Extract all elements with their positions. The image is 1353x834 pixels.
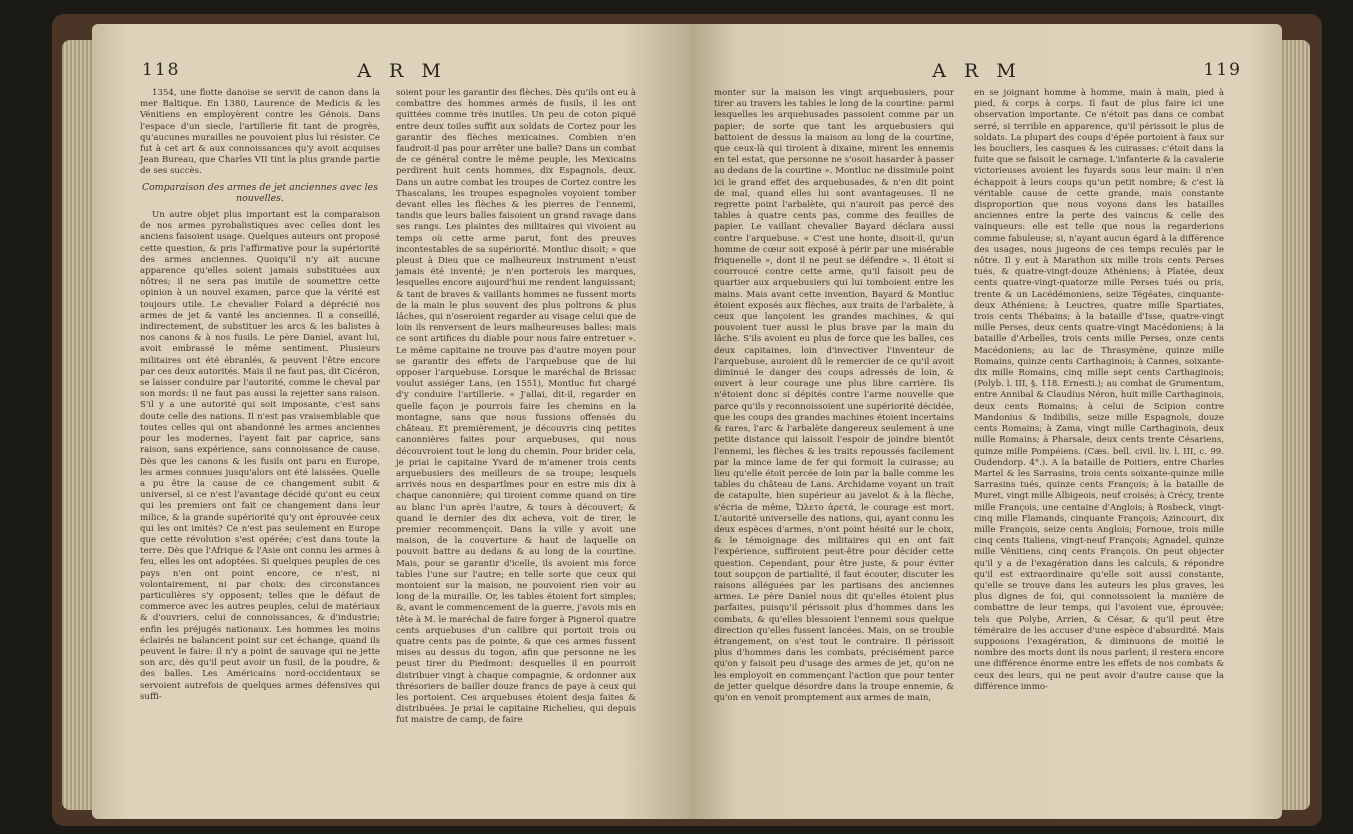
right-page-header [712, 60, 1242, 86]
right-page [692, 24, 1282, 819]
right-column-2 [974, 88, 1224, 695]
left-running-head: A R M [357, 60, 447, 82]
intro-paragraph: 1354, une flotte danoise se servit de canon dans la mer Baltique. En 1380, Laurence de Medicis & les Vénitiens en employèrent contre les Génois. Dans l'espace d'un siecle, l'artillerie fit tant de progrès, qu'aucunes murailles ne pouvoient plus lui résister. Ce fut à cet art & aux connoissances qu'y avoit acquises Jean Bureau, que Charles VII tint la plus grande partie de ses succès. [140, 88, 380, 177]
body-paragraph: monter sur la maison les vingt arquebusiers, pour tirer au travers les tables le long de la courtine: parmi lesquelles les arquebusades passoient comme par un papier; de sorte que tant les arquebusiers qui battoient de dessus la maison au long de la courtine, que ceux-là qui tiroient à dixaine, mirent les ennemis en tel estat, que personne ne s'osoit hasarder à passer au dedans de la courtine ». Montluc ne dissimule point ici le grand effet des arquebusades, & n'en dit point de mal, quand elles lui sont avantageuses. Il ne regrette point l'arbalète, qui n'auroit pas percé des tables à quatre cents pas, comme des feuilles de papier. Le vaillant chevalier Bayard déclara aussi contre l'arquebuse. « C'est une honte, disoit-il, qu'un homme de cœur soit exposé à périr par une misérable friquenelle », dont il ne peut se défendre ». Il étoit si courroucé contre cette arme, qu'il faisoit peu de quartier aux arquebusiers qui lui tomboient entre les mains. Mais avant cette invention, Bayard & Montluc étoient exposés aux flèches, aux traits de l'arbalète, à ceux que lançoient les grandes machines, & qui pouvoient tuer aussi le plus brave par la main du lâche. S'ils avoient eu plus de force que les balles, ces deux capitaines, loin d'invectiver l'inventeur de l'arquebuse, auroient dû le remercier de ce qu'il avoit diminué le danger des coups adressés de loin, & ouvert à leur courage une plus libre carrière. Ils n'étoient donc si dépités contre l'arme nouvelle que parce qu'ils y reconnoissoient une supériorité décidée, que les coups des grandes machines étoient incertains & rares, l'arc & l'arbalète dangereux seulement à une petite distance qui laissoit l'espoir de joindre bientôt l'ennemi, les flèches & les traits repoussés facilement par la mince lame de fer qui formoit la cuirasse; au lieu qu'elle étoit percée de loin par la balle comme les tables du château de Lans. Archidame voyant un trait de catapulte, bien supérieur au javelot & à la flèche, s'écria de même, Ὤλετο ἀρετά, le courage est mort. L'autorité universelle des nations, qui, ayant connu les deux espèces d'armes, n'ont point hésité sur le choix, & le témoignage des militaires qui en ont fait l'expérience, suffiroient peut-être pour décider cette question. Cependant, pour être juste, & pour éviter tout soupçon de partialité, il faut écouter, discuter les raisons alléguées par les partisans des anciennes armes. Le père Daniel nous dit qu'elles étoient plus parfaites, puisqu'il périssoit plus d'hommes dans les combats, & qu'elles blessoient l'ennemi sous quelque direction qu'elles fussent lancées. Mais, on se trouble étrangement, on s'est tout le contraire. Il périssoit plus d'hommes dans les combats, précisément parce qu'on y faisoit peu d'usage des armes de jet, qu'on ne les employoit en commençant l'action que pour tenter de jetter quelque désordre dans la troupe ennemie, & qu'on en venoit promptement aux armes de main, [714, 88, 954, 703]
right-column-1 [714, 88, 954, 706]
body-paragraph: soient pour les garantir des flèches. Dès qu'ils ont eu à combattre des hommes armés de fusils, il les ont quittées comme très inutiles. Un peu de coton piqué entre deux toiles suffit aux soldats de Cortez pour les garantir des flèches mexicaines. Combien n'en faudroit-il pas pour arrêter une balle? Dans un combat de ce général contre le même peuple, les Mexicains perdirent huit cents hommes, dix Espagnols, deux. Dans un autre combat les troupes de Cortez contre les Thascalans, les troupes espagnoles voyoient tomber devant elles les flèches & les pierres de l'ennemi, tandis que leurs balles faisoient un grand ravage dans ses rangs. Les plaintes des militaires qui vivoient au temps où cette arme parut, font des preuves incontestables de sa supériorité. Montluc disoit; « que pleust à Dieu que ce malheureux instrument n'eust jamais été inventé; je n'en porterois les marques, lesquelles encore aujourd'hui me rendent languissant; & tant de braves & vaillants hommes ne fussent morts de la main le plus souvent des plus poltrons & plus lâches, qui n'oseroient regarder au visage celui que de loin ils renversent de leurs malheureuses balles: mais ce sont artifices du diable pour nous faire entretuer ». Le même capitaine ne trouve pas d'autre moyen pour se garantir des effets de l'arquebuse que de lui opposer l'arquebuse. Lorsque le maréchal de Brissac voulut assiéger Lans, (en 1551), Montluc fut chargé d'y conduire l'artillerie. « J'allai, dit-il, regarder en quelle façon je pourrois faire les chemins en la montagne, sans que nous fussions offensés du château. Et premièrement, je découvris cinq petites canonnières faites pour arquebuses, qui nous découvroient tout le long du chemin. Pour brider cela, je priai le capitaine Yvard de m'amener trois cents arquebusiers des meilleurs de sa troupe; lesquels arrivés nous en despartîmes pour en estre mis dix à chaque canonnière; qui tiroient comme quand on tire au blanc l'un après l'autre, & tours à découvert; & quand le dernier des dix acheva, voit de tirer, le premier recommençoit. Dans la ville y avoit une maison, de la couverture & haut de laquelle on pouvoit battre au dedans & au long de la courtine. Mais, pour se garantir d'icelle, ils avoient mis force tables l'une sur l'autre; en telle sorte que ceux qui montoient sur la maison, ne pouvoient rien voir au long de la muraille. Or, les tables étoient fort simples; &, avant le commencement de la guerre, j'avois mis en tête à M. le maréchal de faire forger à Pignerol quatre cents arquebuses d'un calibre qui portoit trois ou quatre cents pas de pointe, & que ces armes fussent mises au dessus du togon, afin que personne ne les peust tirer du Piedmont: desquelles il en pourroit distribuer vingt à chaque compagnie, & ordonner aux thrésoriers de bailler douze francs de paye à ceux qui les portoient. Ces arquebuses étoient desja faites & distribuées. Je priai le capitaine Richelieu, qui depuis fut maistre de camp, de faire [396, 88, 636, 726]
left-page [92, 24, 692, 819]
left-column-2 [396, 88, 636, 729]
body-paragraph: en se joignant homme à homme, main à main, pied à pied, & corps à corps. Il faut de plus faire ici une observation importante. Ce n'étoit pas dans ce combat serré, si terrible en apparence, qu'il périssoit le plus de soldats. La plupart des coups d'épée portoient à faux sur les boucliers, les casques & les cuirasses: c'étoit dans la fuite que se faisoit le carnage. L'infanterie & la cavalerie victorieuses avoient les fuyards sous leur main: il n'en échappoit à leurs coups qu'un petit nombre; & c'est là véritable cause de cette grande, mais constante disproportion que nous voyons dans les batailles anciennes entre la perte des vaincus & celle des vainqueurs: elle est telle que nous la regarderions comme fabuleuse; si, n'ayant aucun égard à la différence des usages, nous jugeons de ces temps reculés par le nôtre. Il y eut à Marathon six mille trois cents Perses tués, & quatre-vingt-douze Athéniens; à Platée, deux cents quatre-vingt-quatorze mille Perses tués ou pris, trente & un Lacédémoniens, seize Tégéates, cinquante-deux Athéniens; à Leuctres, quatre mille Spartiates, trois cents Thébains; à la bataille d'Isse, quatre-vingt mille Perses, deux cents quatre-vingt Macédoniens; à la bataille d'Arbelles, trois cents mille Perses, onze cents Macédoniens; au lac de Thrasymène, quinze mille Romains, quinze cents Carthaginois; à Cannes, soixante-dix mille Romains, cinq mille sept cents Carthaginois; (Polyb. l. III, §. 118. Ernesti.); au combat de Grumentum, entre Annibal & Claudius Néron, huit mille Carthaginois, deux cents Romains; à celui de Scipion contre Mandonius & Indibilis, seize mille Espagnols, douze cents Romains; à Zama, vingt mille Carthaginois, deux mille Romains; à Pharsale, deux cents trente Césariens, quinze mille Pompéiens. (Cæs. bell. civil. liv. l. III, c. 99. Oudendorp. 4°.). A la bataille de Poitiers, entre Charles Martel & les Sarrasins, trois cents soixante-quinze mille Sarrasins tués, quinze cents François; à la bataille de Muret, vingt mille Albigeois, neuf croisés; à Crécy, trente mille François, une centaine d'Anglois; à Rosbeck, vingt-cinq mille Flamands, cinquante François; Azincourt, dix mille François, seize cents Anglois; Fornoue, trois mille cinq cents Italiens, vingt-neuf François; Agnadel, quinze mille Vénitiens, cinq cents François. On peut objecter qu'il y a de l'exagération dans les calculs, & répondre qu'il est extraordinaire qu'elle soit aussi constante, qu'elle se trouve dans les auteurs les plus graves, les plus dignes de foi, qui connoissoient la manière de combattre de leur temps, qui l'avoient vue, éprouvée; tels que Polybe, Arrien, & César, & qu'il peut être téméraire de les accuser d'une espèce d'absurdité. Mais supposons l'exagération, & diminuons de moitié le nombre des morts dont ils nous parlent; il restera encore une différence énorme entre les effets de nos combats & ceux des leurs, qui ne peut avoir d'autre cause que la différence immo- [974, 88, 1224, 692]
open-book [22, 14, 1332, 826]
body-paragraph: Un autre objet plus important est la comparaison de nos armes pyrobalistiques avec celles dont les anciens faisoient usage. Quelques auteurs ont proposé cette question, & pris l'affirmative pour la supériorité des armes anciennes. Quoiqu'il n'y ait aucune apparence qu'elles soient jamais substituées aux nôtres; il ne sera pas inutile de soumettre cette opinion à un nouvel examen, parce que la vérité est toujours utile. Le chevalier Folard a déprécié nos armes de jet & vanté les anciennes. Il a conseillé, indirectement, de substituer les arcs & les balistes à nos canons & à nos fusils. Le père Daniel, avant lui, avoit embrassé le même sentiment. Plusieurs militaires ont été ébranlés, & peuvent l'être encore par ces deux autorités. Mais il ne faut pas, dit Cicéron, se laisser conduire par l'autorité, comme le cheval par son mords: il ne faut pas aussi la rejetter sans raison. S'il y a une autorité qui soit imposante, c'est sans doute celle des nations. Il n'est pas vraisemblable que toutes celles qui ont abandonné les armes anciennes pour les modernes, l'ayent fait par caprice, sans raison, sans expérience, sans connoissance de cause. Dès que les canons & les fusils ont paru en Europe, les armes connues jusqu'alors ont été laissées. Quelle a pu être la cause de ce changement subit & universel, si ce n'est l'avantage décidé qu'ont eu ceux qui les premiers ont fait ce changement dans leur milice, & la grande supériorité qu'y ont éprouvée ceux qui les ont imités? Ce n'est pas seulement en Europe que cette révolution s'est opérée; c'est dans toute la terre. Dès que l'Afrique & l'Asie ont connu les armes à feu, elles les ont adoptées. Si quelques peuples de ces pays n'en ont point encore, ce n'est, ni volontairement, ni par choix: des circonstances particulières s'y opposent; telles que le défaut de commerce avec les autres peuples, celui de matériaux & d'ouvriers, celui de connoissances, & d'industrie; enfin les préjugés nationaux. Les hommes les moins éclairés ne balancent point sur cet échange, quand ils peuvent le faire: il n'y a point de sauvage qui ne jette son arc, dès qu'il peut avoir un fusil, de la poudre, & des balles. Les Américains nord-occidentaux se servoient autrefois de quelques armes défensives qui suffi- [140, 210, 380, 702]
section-subtitle: Comparaison des armes de jet anciennes avec les nouvelles. [141, 181, 379, 204]
right-running-head: A R M [932, 60, 1022, 82]
right-page-number: 119 [1203, 60, 1242, 80]
left-page-header [142, 60, 662, 86]
left-column-1 [140, 88, 380, 705]
left-page-number: 118 [142, 60, 181, 80]
